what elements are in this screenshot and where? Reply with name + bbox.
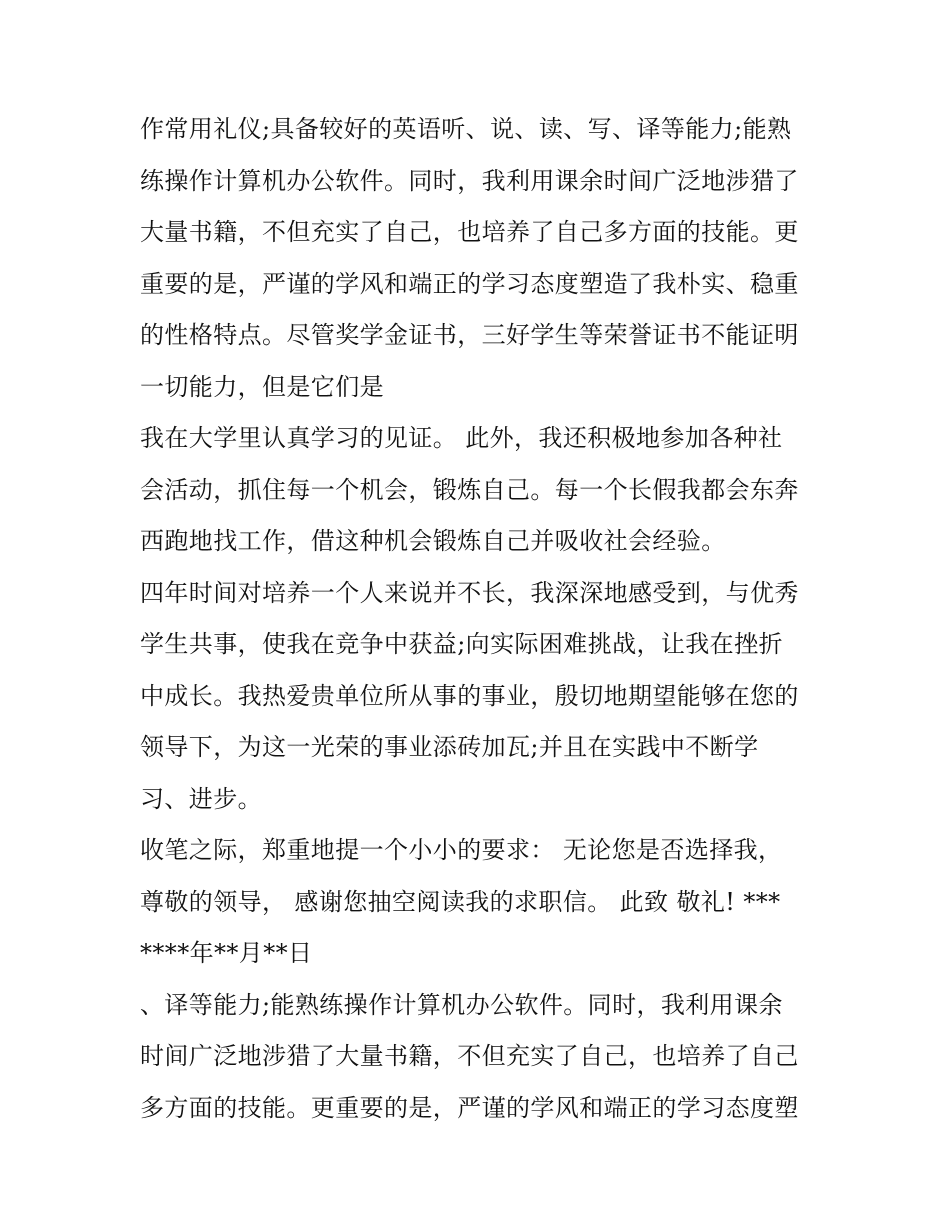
text-line: 中成长。我热爱贵单位所从事的事业，殷切地期望能够在您的 [140,681,799,710]
text-line: 尊敬的领导， 感谢您抽空阅读我的求职信。 此致 敬礼! *** [140,887,781,916]
text-line: 收笔之际，郑重地提一个小小的要求： 无论您是否选择我， [140,836,783,864]
text-line: 时间广泛地涉猎了大量书籍，不但充实了自己，也培养了自己 [140,1042,799,1070]
text-line: 多方面的技能。更重要的是，严谨的学风和端正的学习态度塑 [140,1093,799,1122]
date-line: ****年**月**日 [140,939,313,967]
text-line: 一切能力，但是它们是 [140,372,384,401]
text-line: 我在大学里认真学习的见证。 此外，我还积极地参加各种社 [140,424,783,452]
text-line: 会活动，抓住每一个机会，锻炼自己。每一个长假我都会东奔 [140,475,799,504]
letter-body [140,104,840,1134]
text-line: 大量书籍，不但充实了自己，也培养了自己多方面的技能。更 [140,218,799,246]
text-line: 练操作计算机办公软件。同时，我利用课余时间广泛地涉猎了 [140,166,799,195]
text-line: 西跑地找工作，借这种机会锻炼自己并吸收社会经验。 [140,527,726,555]
text-line: 习、进步。 [140,784,262,813]
text-line: 学生共事，使我在竞争中获益;向实际困难挑战，让我在挫折 [140,630,783,658]
text-line: 作常用礼仪;具备较好的英语听、说、读、写、译等能力;能熟 [140,115,792,143]
text-line: 四年时间对培养一个人来说并不长，我深深地感受到，与优秀 [140,578,799,607]
text-line: 领导下，为这一光荣的事业添砖加瓦;并且在实践中不断学 [140,733,759,761]
text-line: 、译等能力;能熟练操作计算机办公软件。同时，我利用课余 [140,990,783,1019]
text-line: 重要的是，严谨的学风和端正的学习态度塑造了我朴实、稳重 [140,269,799,298]
text-line: 的性格特点。尽管奖学金证书，三好学生等荣誉证书不能证明 [140,321,799,349]
